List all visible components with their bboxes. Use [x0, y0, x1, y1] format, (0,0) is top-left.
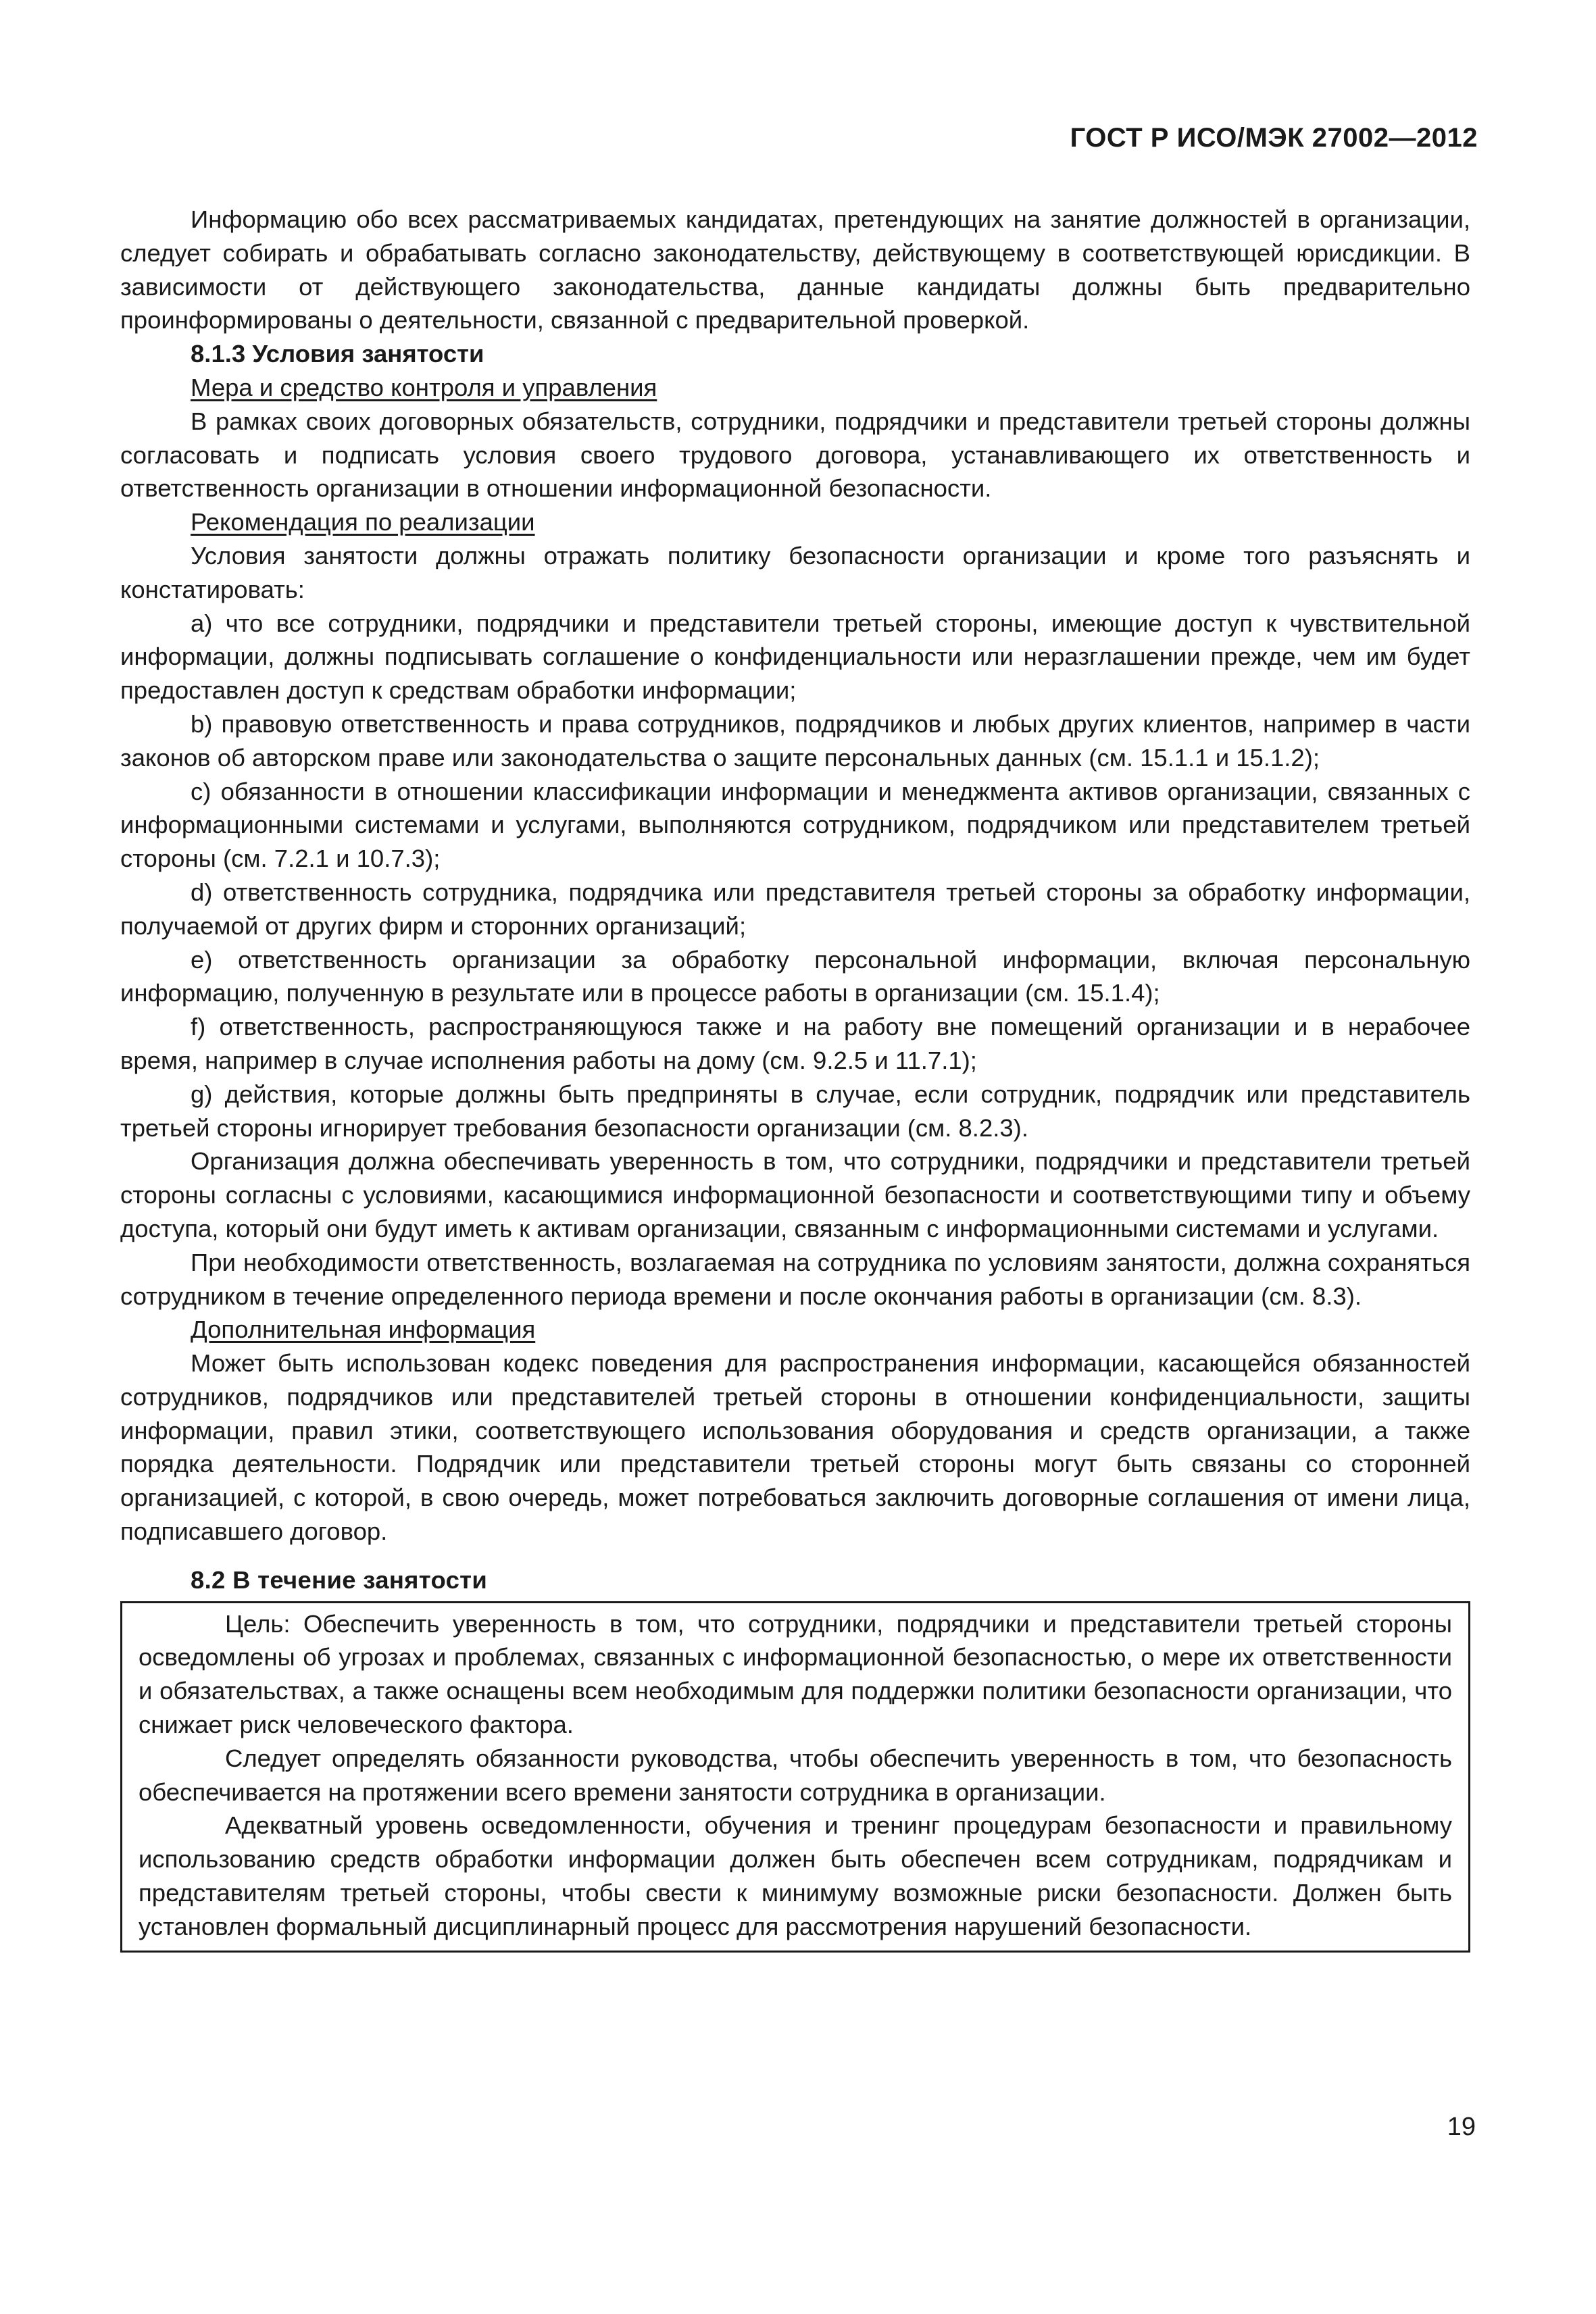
paragraph-candidates-info: Информацию обо всех рассматриваемых кандидатах, претендующих на занятие должностей в организации, следует собирать и обрабатывать согласно законодательству, действующему в соответствующей юрисдикции. В зависимости от действующего законодательства, данные кандидаты должны быть предварительно проинформированы о деятельности, связанной с предварительной проверкой. — [120, 205, 1470, 334]
guidance-subheading: Рекомендация по реализации — [191, 508, 535, 536]
list-item-f: f) ответственность, распространяющуюся также и на работу вне помещений организации и в нерабочее время, например в случае исполнения работы на дому (см. 9.2.5 и 11.7.1); — [120, 1013, 1470, 1074]
organization-assurance-paragraph: Организация должна обеспечивать уверенность в том, что сотрудники, подрядчики и представители третьей стороны согласны с условиями, касающимися информационной безопасности и соответствующими типу и объему доступа, который они будут иметь к активам организации, связанным с информационными системами и услугами. — [120, 1147, 1470, 1242]
control-paragraph: В рамках своих договорных обязательств, сотрудники, подрядчики и представители третьей стороны должны согласовать и подписать условия своего трудового договора, устанавливающего их ответственность и ответственность организации в отношении информационной безопасности. — [120, 407, 1470, 503]
list-item-a: a) что все сотрудники, подрядчики и представители третьей стороны, имеющие доступ к чувствительной информации, должны подписывать соглашение о конфиденциальности или неразглашении прежде, чем им будет предоставлен доступ к средствам обработки информации; — [120, 609, 1470, 705]
management-duties-paragraph: Следует определять обязанности руководства, чтобы обеспечить уверенность в том, что безопасность обеспечивается на протяжении всего времени занятости сотрудника в организации. — [139, 1744, 1452, 1806]
control-subheading: Мера и средство контроля и управления — [191, 373, 657, 401]
document-body — [120, 203, 1470, 1953]
guidance-intro-paragraph: Условия занятости должны отражать политику безопасности организации и кроме того разъяснять и констатировать: — [120, 541, 1470, 603]
additional-info-paragraph: Может быть использован кодекс поведения для распространения информации, касающейся обязанностей сотрудников, подрядчиков или представителей третьей стороны в отношении конфиденциальности, защиты информации, правил этики, соответствующего использования оборудования и средств организации, а также порядка деятельности. Подрядчик или представители третьей стороны могут быть связаны со сторонней организацией, с которой, в свою очередь, может потребоваться заключить договорные соглашения от имени лица, подписавшего договор. — [120, 1349, 1470, 1546]
additional-info-subheading: Дополнительная информация — [191, 1315, 536, 1344]
section-8-1-3-heading: 8.1.3 Условия занятости — [191, 340, 484, 368]
objective-box — [120, 1601, 1470, 1953]
list-item-b: b) правовую ответственность и права сотрудников, подрядчиков и любых других клиентов, например в части законов об авторском праве или законодательства о защите персональных данных (см. 15.1.1 и 15.1.2); — [120, 709, 1470, 772]
page-number: 19 — [1447, 2113, 1476, 2141]
objective-paragraph: Цель: Обеспечить уверенность в том, что сотрудники, подрядчики и представители третьей стороны осведомлены об угрозах и проблемах, связанных с информационной безопасностью, о мере их ответственности и обязательствах, а также оснащены всем необходимым для поддержки политики безопасности организации, что снижает риск человеческого фактора. — [139, 1609, 1452, 1739]
list-item-g: g) действия, которые должны быть предприняты в случае, если сотрудник, подрядчик или представитель третьей стороны игнорирует требования безопасности организации (см. 8.2.3). — [120, 1080, 1470, 1142]
document-header: ГОСТ Р ИСО/МЭК 27002—2012 — [1070, 123, 1478, 153]
responsibility-retention-paragraph: При необходимости ответственность, возлагаемая на сотрудника по условиям занятости, должна сохраняться сотрудником в течение определенного периода времени и после окончания работы в организации (см. 8.3). — [120, 1248, 1470, 1310]
section-8-2-heading: 8.2 В течение занятости — [191, 1565, 488, 1594]
list-item-e: e) ответственность организации за обработку персональной информации, включая персональную информацию, полученную в результате или в процессе работы в организации (см. 15.1.4); — [120, 945, 1470, 1007]
awareness-training-paragraph: Адекватный уровень осведомленности, обучения и тренинг процедурам безопасности и правильному использованию средств обработки информации должен быть обеспечен всем сотрудникам, подрядчикам и представителям третьей стороны, чтобы свести к минимуму возможные риски безопасности. Должен быть установлен формальный дисциплинарный процесс для рассмотрения нарушений безопасности. — [139, 1811, 1452, 1940]
list-item-d: d) ответственность сотрудника, подрядчика или представителя третьей стороны за обработку информации, получаемой от других фирм и сторонних организаций; — [120, 878, 1470, 940]
list-item-c: c) обязанности в отношении классификации информации и менеджмента активов организации, связанных с информационными системами и услугами, выполняются сотрудником, подрядчиком или представителем третьей стороны (см. 7.2.1 и 10.7.3); — [120, 777, 1470, 873]
